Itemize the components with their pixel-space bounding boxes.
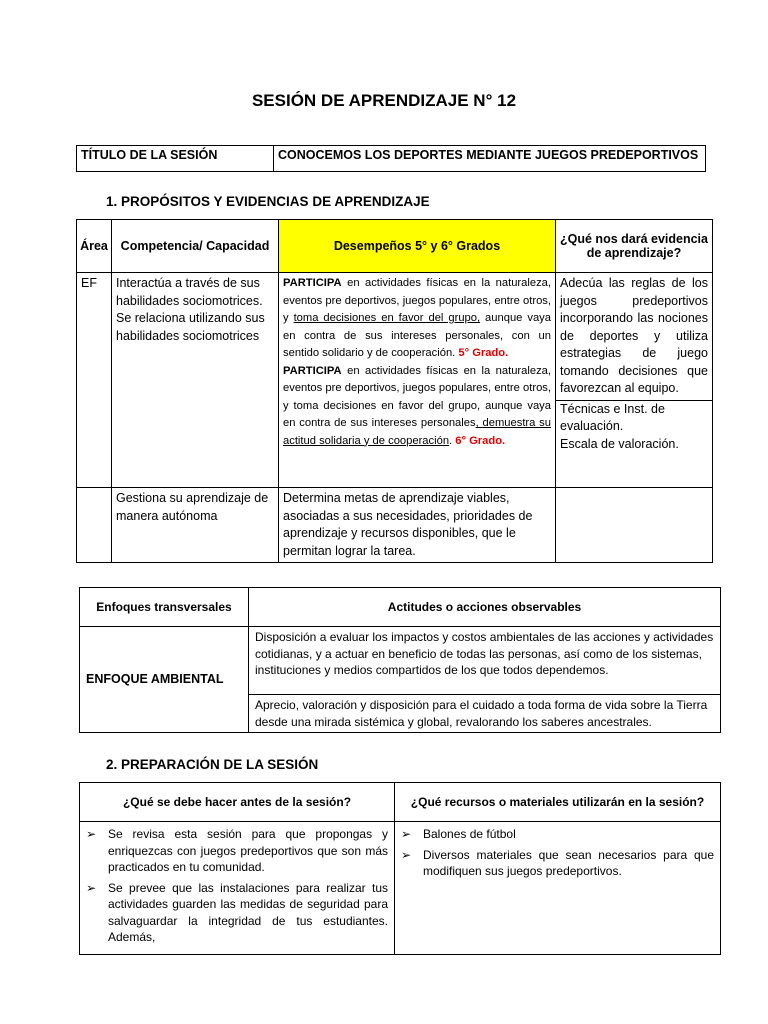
session-title-label: TÍTULO DE LA SESIÓN bbox=[77, 146, 274, 172]
list-item bbox=[401, 847, 714, 880]
header-competencia: Competencia/ Capacidad bbox=[112, 220, 279, 273]
antes-item-1: Se revisa esta sesión para que propongas y enriquezcas con juegos predeportivos que son más practicados en tu comunidad. bbox=[108, 827, 388, 874]
grade-5-label: 5° Grado. bbox=[458, 347, 509, 359]
list-item bbox=[86, 826, 388, 876]
area-cell: EF bbox=[77, 273, 112, 488]
recursos-cell bbox=[395, 822, 721, 955]
actitud-1: Disposición a evaluar los impactos y costos ambientales de las acciones y actividades cotidianas, y a actuar en beneficio de todas las personas, así como de los sistemas, instituciones y medios compartidos de los que todos dependemos. bbox=[249, 627, 721, 695]
grade-6-label: 6° Grado. bbox=[455, 434, 506, 447]
list-item bbox=[86, 880, 388, 946]
recurso-item-2: Diversos materiales que sean necesarios para que modifiquen sus juegos predeportivos. bbox=[423, 847, 714, 878]
header-area: Área bbox=[77, 220, 112, 273]
participa-6: PARTICIPA bbox=[283, 364, 342, 377]
evidencia-cell bbox=[556, 273, 713, 488]
antes-item-2: Se prevee que las instalaciones para realizar tus actividades guarden las medidas de seguridad para salvaguardar la integridad de tus estudiantes. Además, bbox=[108, 880, 388, 944]
escala-label: Escala de valoración. bbox=[560, 436, 679, 451]
antes-cell bbox=[80, 822, 395, 955]
evidencia-cell-empty bbox=[556, 488, 713, 563]
enfoque-name: ENFOQUE AMBIENTAL bbox=[80, 627, 249, 733]
header-enfoques: Enfoques transversales bbox=[80, 588, 249, 627]
d6-text-b: . bbox=[449, 434, 456, 447]
arrow-bullet-icon: ➢ bbox=[86, 827, 97, 841]
desempeno-cell-1 bbox=[279, 273, 556, 488]
arrow-bullet-icon: ➢ bbox=[86, 880, 97, 895]
purposes-table bbox=[76, 219, 713, 563]
preparation-table bbox=[79, 782, 721, 955]
header-actitudes: Actitudes o acciones observables bbox=[249, 588, 721, 627]
arrow-bullet-icon: ➢ bbox=[401, 847, 412, 862]
enfoques-table bbox=[79, 587, 721, 733]
d5-underlined: toma decisiones en favor del grupo, bbox=[293, 312, 481, 324]
competencia-cell-1: Interactúa a través de sus habilidades sociomotrices. Se relaciona utilizando sus habilidades sociomotrices bbox=[112, 273, 279, 488]
recurso-item-1: Balones de fútbol bbox=[423, 827, 516, 841]
list-item bbox=[401, 826, 714, 843]
arrow-bullet-icon: ➢ bbox=[401, 827, 412, 841]
evaluacion-label: Técnicas e Inst. de evaluación. bbox=[560, 401, 665, 433]
actitud-2: Aprecio, valoración y disposición para el cuidado a toda forma de vida sobre la Tierra desde una mirada sistémica y global, revalorando los saberes ancestrales. bbox=[249, 695, 721, 733]
header-recursos: ¿Qué recursos o materiales utilizarán en la sesión? bbox=[395, 783, 721, 822]
header-evidencia: ¿Qué nos dará evidencia de aprendizaje? bbox=[556, 220, 713, 273]
header-antes: ¿Qué se debe hacer antes de la sesión? bbox=[80, 783, 395, 822]
participa-5: PARTICIPA bbox=[283, 277, 342, 289]
header-desempenos: Desempeños 5° y 6° Grados bbox=[279, 220, 556, 273]
d6-underlined: , demuestra su actitud solidaria y de cooperación bbox=[283, 417, 552, 447]
d5-text-a: en actividades físicas en la naturaleza, eventos pre deportivos, juegos populares, entre otros, y bbox=[283, 277, 551, 324]
competencia-cell-2: Gestiona su aprendizaje de manera autónoma bbox=[112, 488, 279, 563]
section1-heading: 1. PROPÓSITOS Y EVIDENCIAS DE APRENDIZAJE bbox=[106, 194, 430, 209]
page-title: SESIÓN DE APRENDIZAJE N° 12 bbox=[251, 91, 517, 110]
area-cell-empty bbox=[77, 488, 112, 563]
section2-heading: 2. PREPARACIÓN DE LA SESIÓN bbox=[106, 757, 319, 772]
d6-text-a: en actividades físicas en la naturaleza, eventos pre deportivos, juegos populares, entre otros, y toma decisiones en favor del grupo, aunque vaya en contra de sus intereses personales bbox=[283, 364, 551, 429]
desempeno-cell-2: Determina metas de aprendizaje viables, asociadas a sus necesidades, prioridades de aprendizaje y recursos disponibles, que le permitan lograr la tarea. bbox=[279, 488, 556, 563]
session-title-value: CONOCEMOS LOS DEPORTES MEDIANTE JUEGOS PREDEPORTIVOS bbox=[274, 146, 706, 172]
d5-text-b: aunque vaya en contra de sus intereses personales, con un sentido solidario y de cooperación. bbox=[283, 312, 551, 359]
session-title-table bbox=[76, 145, 706, 172]
evidencia-text: Adecúa las reglas de los juegos predeportivos incorporando las nociones de deportes y utiliza estrategias de juego tomando decisiones que favorezcan al equipo. bbox=[556, 273, 712, 401]
